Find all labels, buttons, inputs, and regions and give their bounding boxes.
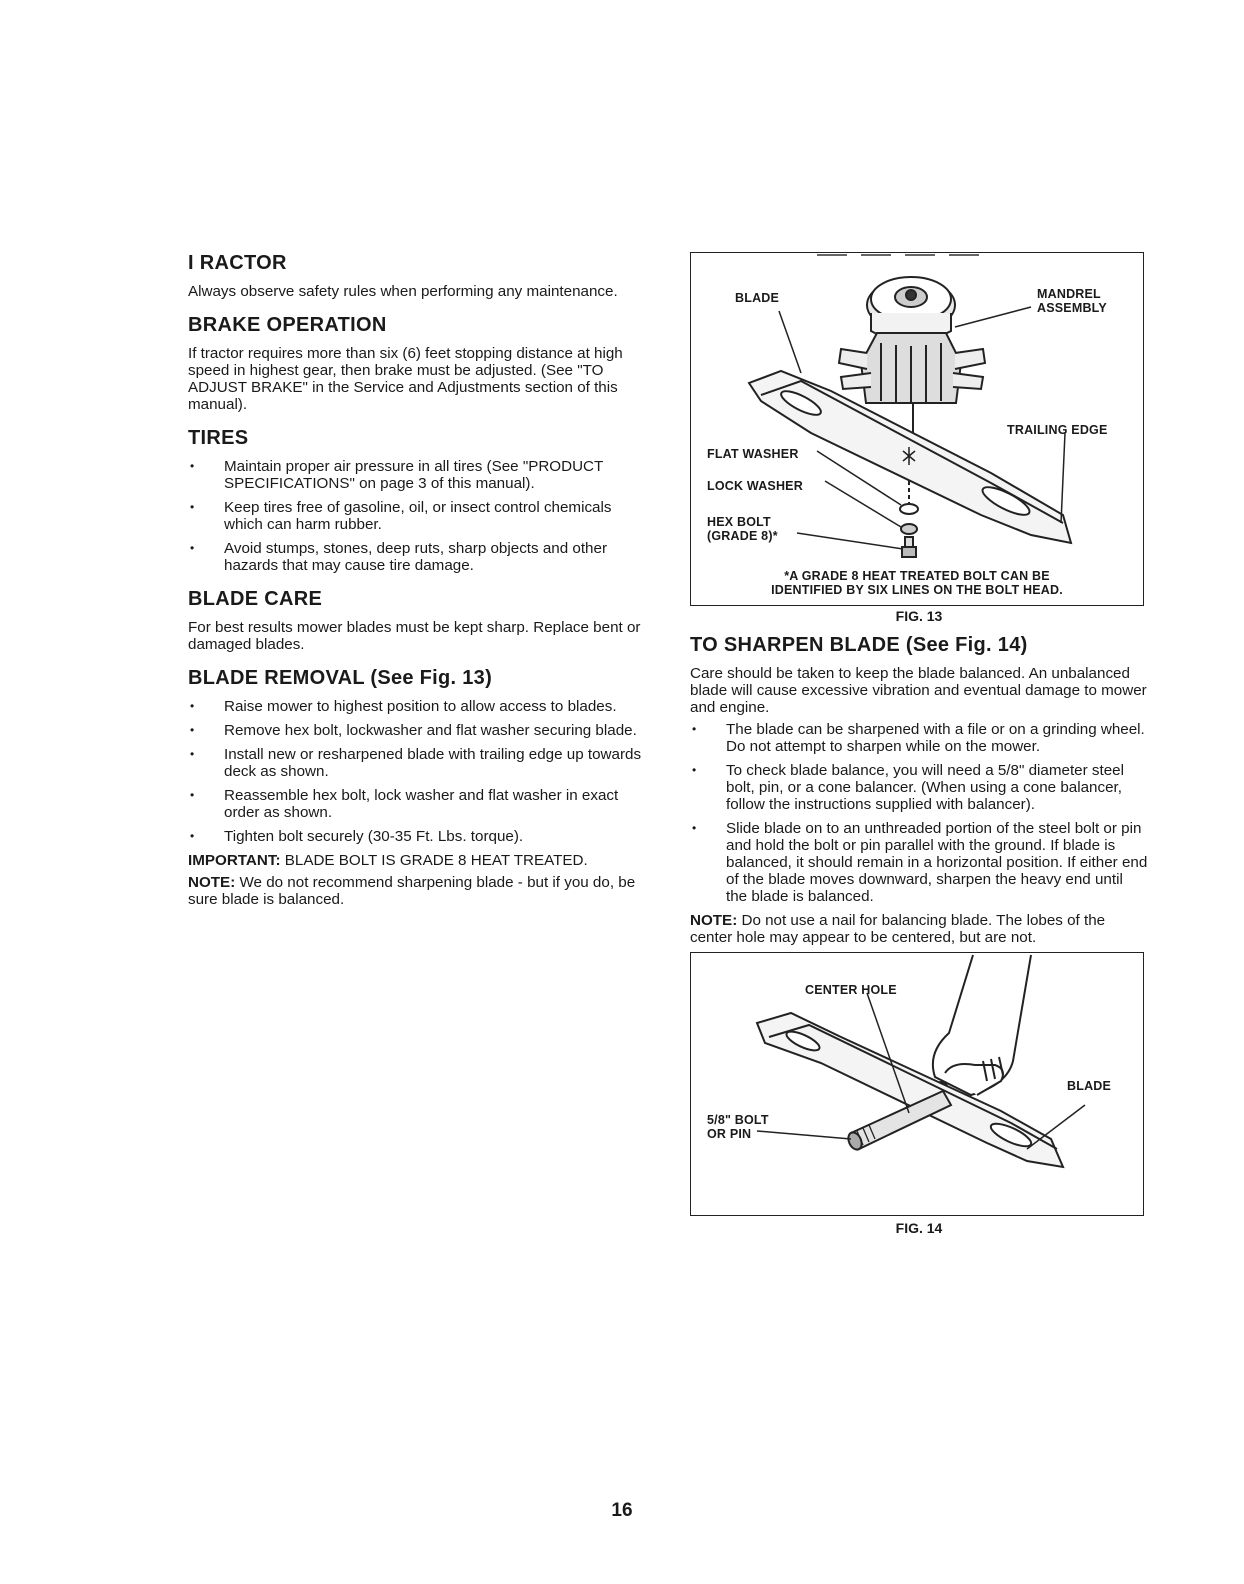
page-number: 16 (611, 1500, 633, 1521)
list-item: • Maintain proper air pressure in all tires (See "PRODUCT SPECIFICATIONS" on page 3 of this manual). (190, 458, 604, 492)
bullet-icon: • (190, 747, 195, 761)
blade-care-text: For best results mower blades must be kept sharp. Replace bent or damaged blades. (188, 619, 641, 653)
blade-care-heading: BLADE CARE (188, 588, 323, 610)
label-bolt: 5/8" BOLT (707, 1113, 769, 1127)
sharpen-blade-text: Care should be taken to keep the blade balanced. An unbalanced blade will cause excessive vibration and eventual damage to mower and engine. (690, 665, 1147, 716)
list-item: • The blade can be sharpened with a file or on a grinding wheel. Do not attempt to sharpen while on the mower. (692, 721, 1145, 755)
label-hex-bolt: HEX BOLT (707, 515, 771, 529)
bullet-icon: • (692, 821, 697, 835)
label-grade-8: (GRADE 8)* (707, 529, 778, 543)
footnote-line-1: *A GRADE 8 HEAT TREATED BOLT CAN BE (784, 569, 1050, 583)
bullet-icon: • (692, 763, 697, 777)
left-column (188, 252, 646, 913)
blade-removal-heading: BLADE REMOVAL (See Fig. 13) (188, 667, 493, 689)
tires-list (188, 458, 646, 574)
label-flat-washer: FLAT WASHER (707, 447, 799, 461)
bullet-icon: • (190, 500, 195, 514)
figure-14-caption: FIG. 14 (895, 1220, 943, 1236)
sharpen-blade-heading: TO SHARPEN BLADE (See Fig. 14) (690, 634, 1028, 656)
label-blade: BLADE (735, 291, 780, 305)
label-mandrel: MANDREL (1037, 287, 1101, 301)
list-item: • Reassemble hex bolt, lock washer and flat washer in exact order as shown. (190, 787, 619, 821)
list-item: • Avoid stumps, stones, deep ruts, sharp objects and other hazards that may cause tire damage. (190, 540, 608, 574)
bullet-icon: • (190, 699, 195, 713)
tractor-text: Always observe safety rules when performing any maintenance. (188, 283, 618, 300)
figure-14 (690, 952, 1144, 1216)
bullet-icon: • (190, 829, 195, 843)
label-lock-washer: LOCK WASHER (707, 479, 803, 493)
bullet-icon: • (190, 723, 195, 737)
label-or-pin: OR PIN (707, 1127, 752, 1141)
list-item: • Keep tires free of gasoline, oil, or insect control chemicals which can harm rubber. (190, 499, 612, 533)
sharpen-list (690, 721, 1148, 905)
bullet-icon: • (692, 722, 697, 736)
brake-operation-heading: BRAKE OPERATION (188, 314, 387, 336)
list-item: • Remove hex bolt, lockwasher and flat washer securing blade. (190, 722, 637, 739)
important-note: IMPORTANT: BLADE BOLT IS GRADE 8 HEAT TREATED. (188, 852, 588, 869)
label-trailing-edge: TRAILING EDGE (1007, 423, 1108, 437)
list-item: • To check blade balance, you will need a 5/8" diameter steel bolt, pin, or a cone balancer. (When using a cone balancer, follow the instructions supplied with balancer). (692, 762, 1124, 813)
label-center-hole: CENTER HOLE (805, 983, 897, 997)
nail-note: NOTE: Do not use a nail for balancing blade. The lobes of the center hole may appear to be centered, but are not. (690, 912, 1106, 946)
right-column (690, 252, 1148, 1246)
footnote-line-2: IDENTIFIED BY SIX LINES ON THE BOLT HEAD. (771, 583, 1063, 597)
list-item: • Slide blade on to an unthreaded portion of the steel bolt or pin and hold the bolt or pin parallel with the ground. If blade is balanced, it should remain in a horizontal position. If either end of the blade moves downward, sharpen the heavy end until the blade is balanced. (692, 820, 1148, 905)
list-item: • Install new or resharpened blade with trailing edge up towards deck as shown. (190, 746, 642, 780)
bullet-icon: • (190, 459, 195, 473)
figure-13 (690, 252, 1144, 606)
bullet-icon: • (190, 788, 195, 802)
sharpening-note: NOTE: We do not recommend sharpening blade - but if you do, be sure blade is balanced. (188, 874, 636, 908)
figure-13-caption: FIG. 13 (895, 608, 943, 624)
blade-removal-list (188, 698, 646, 845)
tires-heading: TIRES (188, 427, 249, 449)
brake-operation-text: If tractor requires more than six (6) feet stopping distance at high speed in highest gear, then brake must be adjusted. (See "TO ADJUST BRAKE" in the Service and Adjustments section of this manual). (188, 345, 623, 413)
list-item: • Raise mower to highest position to allow access to blades. (190, 698, 617, 715)
label-blade: BLADE (1067, 1079, 1112, 1093)
bullet-icon: • (190, 541, 195, 555)
tractor-heading: I RACTOR (188, 252, 287, 274)
list-item: • Tighten bolt securely (30-35 Ft. Lbs. torque). (190, 828, 524, 845)
label-assembly: ASSEMBLY (1037, 301, 1107, 315)
